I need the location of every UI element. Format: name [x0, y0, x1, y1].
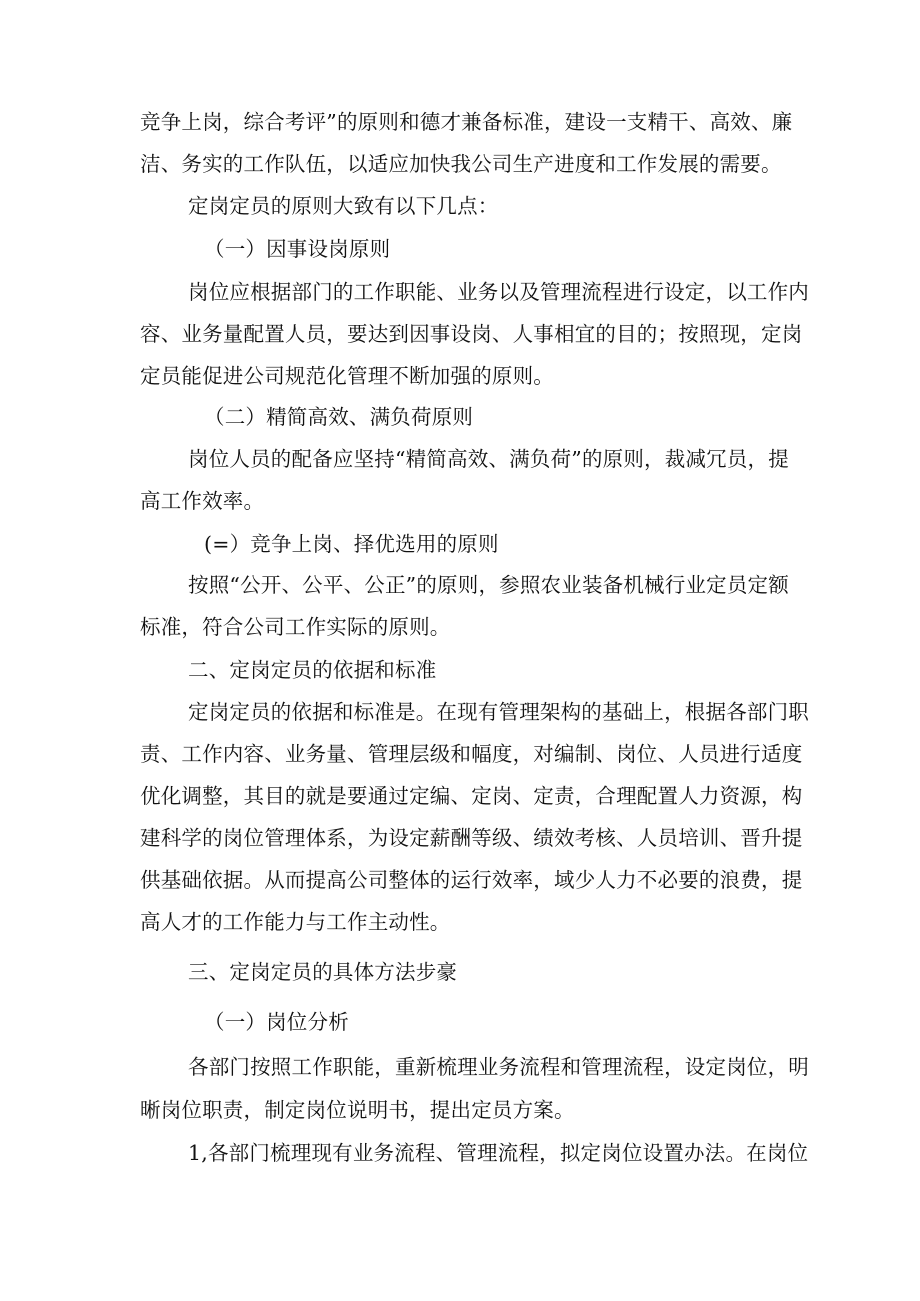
paragraph-line: 按照“公开、公平、公正”的原则，参照农业装备机械行业定员定额 — [188, 573, 789, 597]
section-heading: 三、定岗定员的具体方法步豪 — [188, 960, 458, 984]
paragraph-line: 1,各部门梳理现有业务流程、管理流程，拟定岗位设置办法。在岗位 — [188, 1141, 809, 1165]
paragraph-line: 定员能促进公司规范化管理不断加强的原则。 — [140, 364, 554, 388]
section-heading: （一）因事设岗原则 — [204, 237, 391, 261]
paragraph-line: 标准，符合公司工作实际的原则。 — [140, 615, 451, 639]
paragraph-line: 洁、务实的工作队伍，以适应加快我公司生产进度和工作发展的需要。 — [140, 152, 782, 176]
paragraph-line: 定岗定员的原则大致有以下几点： — [188, 194, 499, 218]
section-heading: （一）岗位分析 — [204, 1010, 349, 1034]
paragraph-line: 岗位人员的配备应坚持“精简高效、满负荷”的原则，裁减冗员，提 — [188, 447, 789, 471]
section-heading: （二）精简高效、满负荷原则 — [204, 405, 474, 429]
paragraph-line: 晰岗位职责，制定岗位说明书，提出定员方案。 — [140, 1098, 575, 1122]
paragraph-line: 供基础依据。从而提高公司整体的运行效率，域少人力不必要的浪费，提 — [140, 868, 803, 892]
paragraph-line: 定岗定员的依据和标准是。在现有管理架构的基础上，根据各部门职 — [188, 700, 809, 724]
paragraph-line: 各部门按照工作职能，重新梳理业务流程和管理流程，设定岗位，明 — [188, 1055, 809, 1079]
paragraph-line: 竞争上岗，综合考评”的原则和德才兼备标准，建设一支精干、高效、廉 — [140, 110, 793, 134]
paragraph-line: 高人才的工作能力与工作主动性。 — [140, 910, 451, 934]
paragraph-line: 建科学的岗位管理体系，为设定薪酬等级、绩效考核、人员培训、晋升提 — [140, 826, 803, 850]
paragraph-line: 高工作效率。 — [140, 489, 265, 513]
paragraph-line: 容、业务量配置人员，要达到因事设岗、人事相宜的目的；按照现，定岗 — [140, 322, 803, 346]
section-heading: (=）竞争上岗、择优选用的原则 — [204, 532, 499, 556]
section-heading: 二、定岗定员的依据和标准 — [188, 658, 437, 682]
paragraph-line: 责、工作内容、业务量、管理层级和幅度，对编制、岗位、人员进行适度 — [140, 742, 803, 766]
paragraph-line: 岗位应根据部门的工作职能、业务以及管理流程进行设定，以工作内 — [188, 280, 809, 304]
paragraph-line: 优化调整，其目的就是要通过定编、定岗、定责，合理配置人力资源，构 — [140, 784, 803, 808]
